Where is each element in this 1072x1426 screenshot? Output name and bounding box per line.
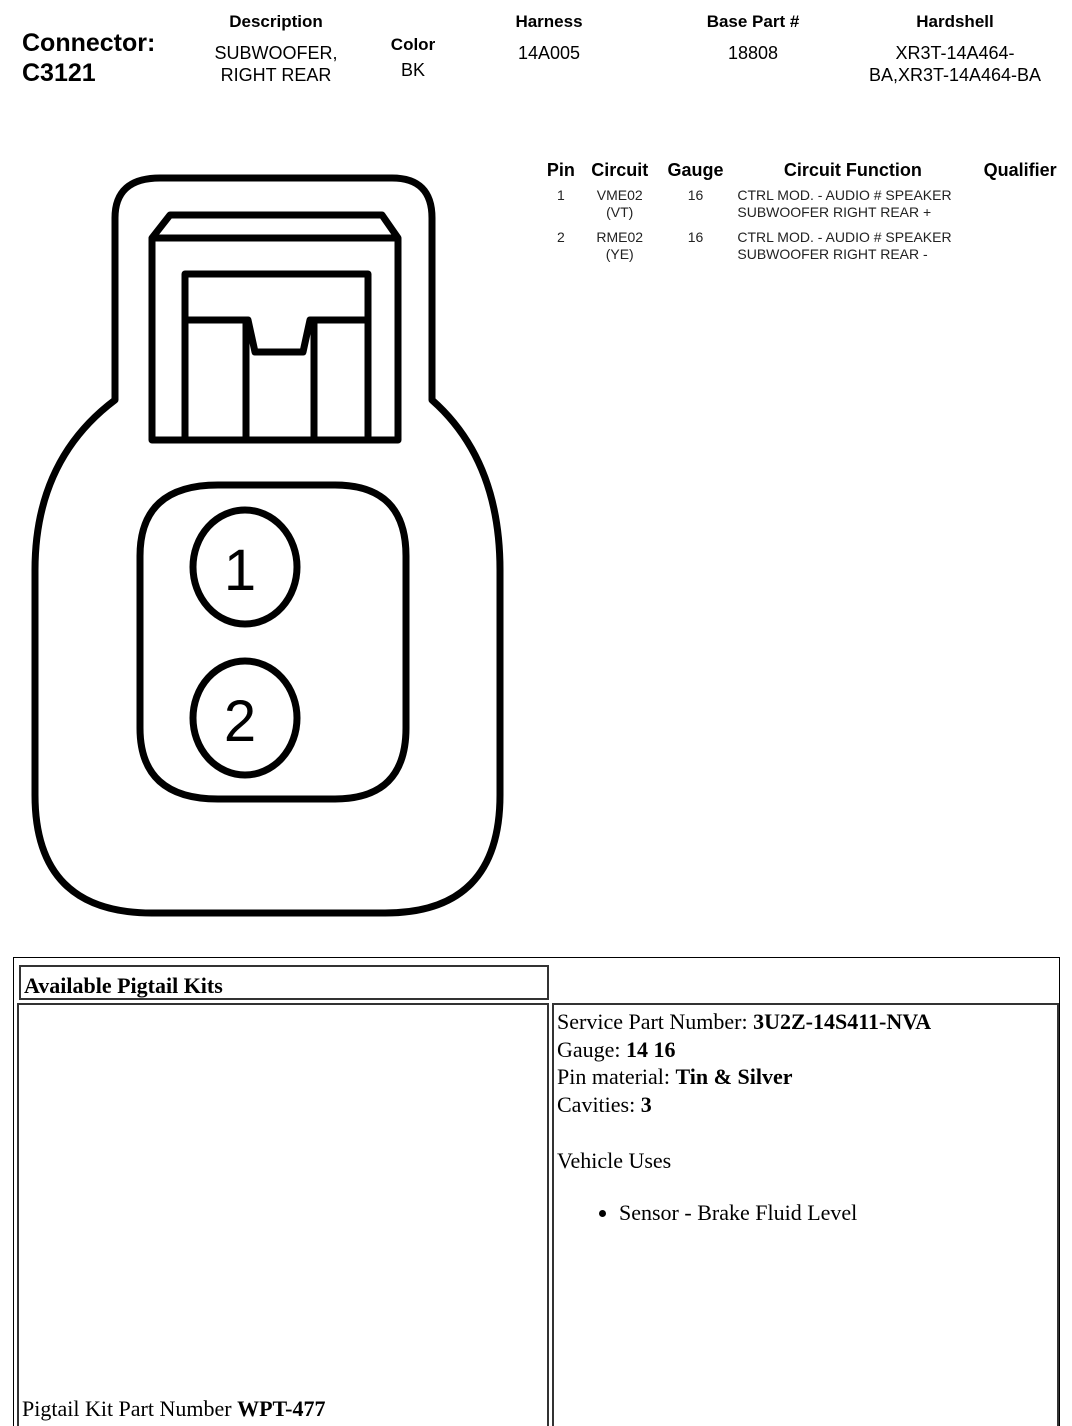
vehicle-uses-list [594, 1200, 857, 1226]
pin-column-header: Pin [546, 160, 575, 180]
latch-inner [185, 274, 368, 440]
color-value: BK [400, 60, 425, 80]
gauge-cell: 16 [687, 187, 704, 203]
list-item: • Sensor - Brake Fluid Level [619, 1200, 857, 1226]
function-cell: CTRL MOD. - AUDIO # SPEAKER SUBWOOFER RIGHT REAR + [737, 187, 952, 220]
connector-label: Connector: [22, 29, 156, 57]
latch-tab [185, 320, 368, 352]
harness-value: 14A005 [517, 43, 581, 63]
cavity-1-label: 1 [223, 538, 257, 603]
pigtail-kit-image-cell [17, 1003, 549, 1426]
color-heading: Color [390, 35, 436, 54]
qualifier-cell [968, 187, 1072, 229]
pin-material-row [557, 1063, 792, 1090]
cavities-row [557, 1091, 652, 1118]
connector-face-diagram [0, 160, 540, 940]
service-part-value: 3U2Z-14S411-NVA [753, 1009, 932, 1034]
description-heading: Description [229, 12, 323, 31]
vehicle-uses-heading: Vehicle Uses [557, 1148, 672, 1173]
qualifier-cell [968, 229, 1072, 271]
cavities-value: 3 [640, 1092, 652, 1117]
pin-number: 2 [557, 229, 565, 245]
connector-outer-shell [35, 178, 500, 913]
pin-number: 1 [557, 187, 565, 203]
gauge-value: 14 16 [626, 1037, 676, 1062]
wire-color: (VT) [606, 204, 634, 220]
hardshell-column [862, 12, 1048, 86]
base-part-heading: Base Part # [706, 12, 800, 31]
service-part-row [557, 1008, 931, 1035]
kit-part-number-label: Pigtail Kit Part Number [22, 1396, 232, 1421]
kit-part-number [22, 1396, 326, 1422]
cavities-label: Cavities: [557, 1092, 636, 1117]
connector-id: C3121 [22, 59, 96, 87]
connector-heading [22, 28, 155, 88]
function-cell: CTRL MOD. - AUDIO # SPEAKER SUBWOOFER RIGHT REAR - [737, 229, 952, 262]
pin-table [540, 160, 1072, 271]
gauge-cell: 16 [687, 229, 704, 245]
pin-material-value: Tin & Silver [675, 1064, 793, 1089]
table-row [540, 229, 1072, 271]
cavity-block [140, 485, 406, 799]
base-part-value: 18808 [727, 43, 779, 63]
cavity-2-label: 2 [223, 689, 257, 754]
function-column-header: Circuit Function [783, 160, 922, 180]
hardshell-value: XR3T-14A464-BA,XR3T-14A464-BA [868, 43, 1042, 85]
circuit-column-header: Circuit [591, 160, 649, 180]
color-column [372, 35, 454, 81]
qualifier-column-header: Qualifier [983, 160, 1057, 180]
kit-part-number-value: WPT-477 [237, 1396, 326, 1421]
harness-column [490, 12, 608, 64]
pigtail-kits-header-spacer [552, 965, 1059, 1000]
circuit-cell [582, 187, 658, 229]
pin-material-label: Pin material: [557, 1064, 671, 1089]
gauge-label: Gauge: [557, 1037, 621, 1062]
pigtail-kits-title: Available Pigtail Kits [19, 965, 549, 1000]
pin-table-header-row [540, 160, 1072, 187]
circuit-code: RME02 [596, 229, 644, 245]
circuit-code: VME02 [596, 187, 643, 203]
wire-color: (YE) [605, 246, 634, 262]
pigtail-kit-details-cell [552, 1003, 1059, 1426]
circuit-cell [582, 229, 658, 271]
base-part-column [680, 12, 826, 64]
latch-housing [152, 215, 398, 440]
harness-heading: Harness [515, 12, 583, 31]
description-column [196, 12, 356, 86]
hardshell-heading: Hardshell [916, 12, 994, 31]
description-value: SUBWOOFER, RIGHT REAR [214, 43, 338, 85]
gauge-row [557, 1036, 676, 1063]
service-part-label: Service Part Number: [557, 1009, 748, 1034]
table-row [540, 187, 1072, 229]
gauge-column-header: Gauge [667, 160, 724, 180]
